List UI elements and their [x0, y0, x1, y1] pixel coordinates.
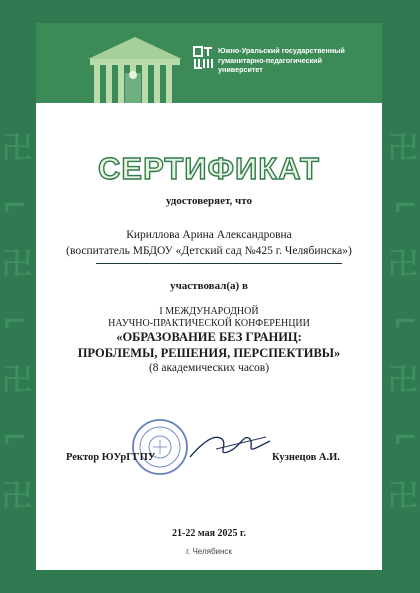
certifies-text: удостоверяет, что: [165, 195, 253, 207]
university-logo-icon: [193, 46, 213, 70]
certificate-sheet: [36, 23, 382, 570]
recipient-position: (воспитатель МБДОУ «Детский сад №425 г. Челябинска»): [66, 245, 352, 257]
conference-line1: I МЕЖДУНАРОДНОЙ: [159, 306, 259, 317]
university-building-illustration: [80, 29, 190, 103]
academic-hours: (8 академических часов): [148, 362, 270, 374]
event-dates: 21-22 мая 2025 г.: [172, 528, 246, 539]
ornament-left: 卍 ⌐ 卍 ⌐ 卍 ⌐ 卍: [2, 131, 32, 514]
rector-name: Кузнецов А.И.: [272, 452, 340, 463]
city-name: г. Челябинск: [186, 547, 232, 556]
ornament-right: 卍 ⌐ 卍 ⌐ 卍 ⌐ 卍: [388, 131, 418, 514]
certificate-title-wrap: [36, 151, 382, 187]
conference-title-line1: «ОБРАЗОВАНИЕ БЕЗ ГРАНИЦ:: [116, 330, 302, 344]
university-name-line3: университет: [218, 65, 263, 74]
name-underline: [96, 263, 342, 264]
rector-signature: [186, 423, 274, 465]
recipient-name: Кириллова Арина Александровна: [126, 229, 292, 241]
official-stamp-seal: [131, 418, 189, 476]
university-name-line1: Южно-Уральский государственный: [218, 46, 345, 55]
university-name-line2: гуманитарно-педагогический: [218, 55, 323, 65]
header-band: [36, 23, 382, 103]
conference-title-line2: ПРОБЛЕМЫ, РЕШЕНИЯ, ПЕРСПЕКТИВЫ»: [77, 346, 341, 360]
rector-label: Ректор ЮУрГГПУ: [66, 452, 156, 463]
university-name: [218, 46, 378, 75]
certificate-title: СЕРТИФИКАТ: [98, 151, 320, 186]
participated-text: участвовал(а) в: [170, 280, 248, 292]
conference-line2: НАУЧНО-ПРАКТИЧЕСКОЙ КОНФЕРЕНЦИИ: [108, 318, 310, 329]
